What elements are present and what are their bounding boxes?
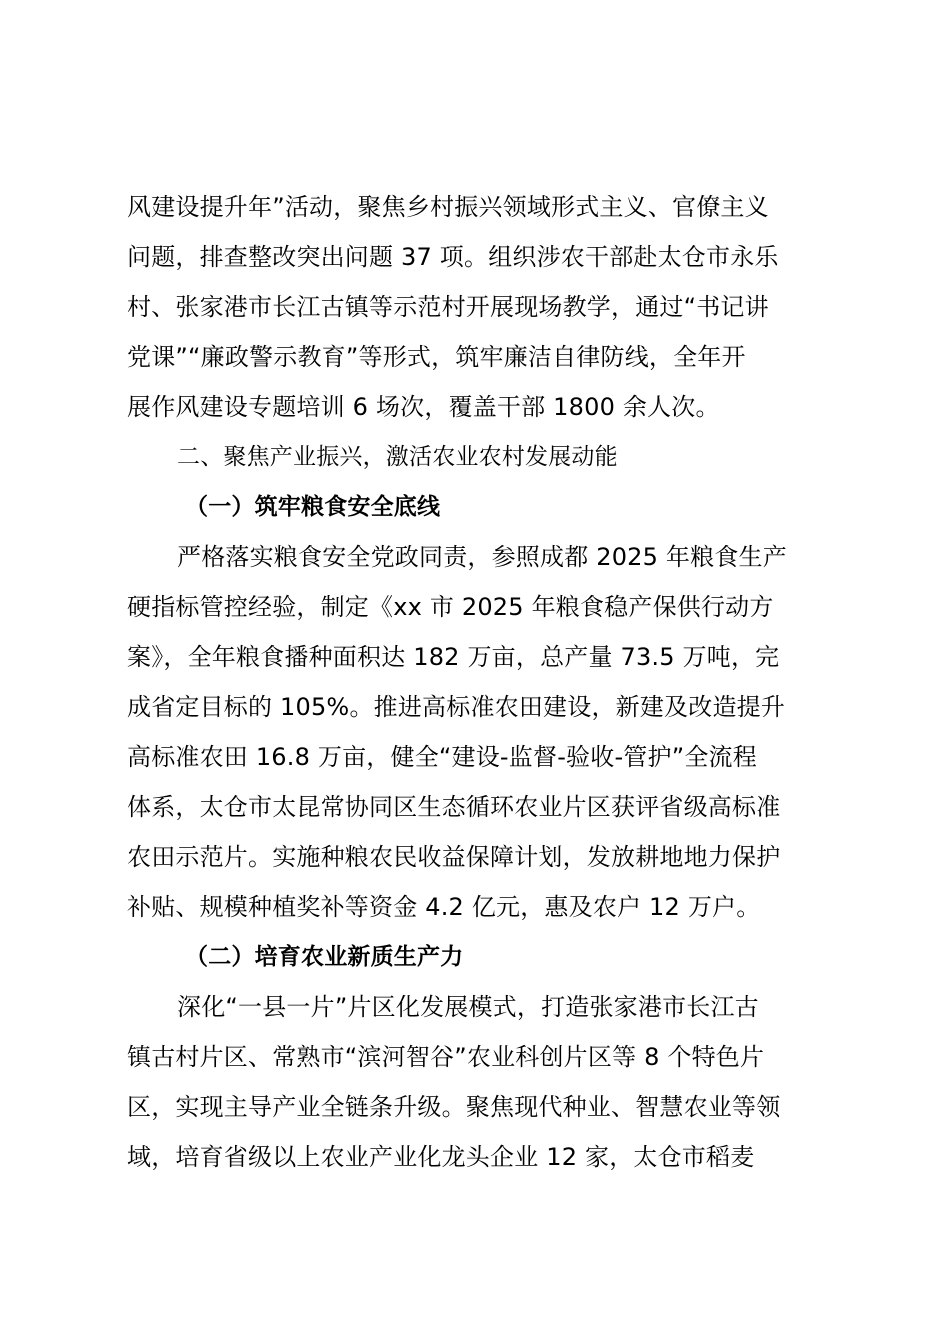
text-line: 村、张家港市长江古镇等示范村开展现场教学，通过“书记讲: [127, 293, 769, 321]
paragraph-grain-security: [127, 532, 837, 932]
text-line: 硬指标管控经验，制定《xx 市 2025 年粮食稳产保供行动方: [127, 593, 774, 621]
text-line: 域，培育省级以上农业产业化龙头企业 12 家，太仓市稻麦: [127, 1143, 755, 1171]
subsection-heading-2: （二）培育农业新质生产力: [185, 944, 464, 970]
text-line: 农田示范片。实施种粮农民收益保障计划，发放耕地地力保护: [127, 843, 781, 871]
text-line: 风建设提升年”活动，聚焦乡村振兴领域形式主义、官僚主义: [127, 193, 769, 221]
text-line: 体系，太仓市太昆常协同区生态循环农业片区获评省级高标准: [127, 793, 781, 821]
document-page: [127, 182, 837, 1182]
paragraph-work-style: [127, 182, 837, 432]
text-line: 补贴、规模种植奖补等资金 4.2 亿元，惠及农户 12 万户。: [127, 893, 761, 921]
text-line: 问题，排查整改突出问题 37 项。组织涉农干部赴太仓市永乐: [127, 243, 779, 271]
text-line: 区，实现主导产业全链条升级。聚焦现代种业、智慧农业等领: [127, 1093, 781, 1121]
text-line: 案》，全年粮食播种面积达 182 万亩，总产量 73.5 万吨，完: [127, 643, 780, 671]
text-line: 镇古村片区、常熟市“滨河智谷”农业科创片区等 8 个特色片: [127, 1043, 765, 1071]
text-line: 高标准农田 16.8 万亩，健全“建设-监督-验收-管护”全流程: [127, 743, 757, 771]
paragraph-new-productivity: [127, 982, 837, 1182]
subsection-heading-1: （一）筑牢粮食安全底线: [185, 494, 441, 520]
text-line: 党课”“廉政警示教育”等形式，筑牢廉洁自律防线，全年开: [127, 343, 746, 371]
text-line: 深化“一县一片”片区化发展模式，打造张家港市长江古: [177, 993, 759, 1021]
section-heading-2: 二、聚焦产业振兴，激活农业农村发展动能: [177, 444, 618, 470]
text-line: 严格落实粮食安全党政同责，参照成都 2025 年粮食生产: [177, 543, 787, 571]
text-line: 成省定目标的 105%。推进高标准农田建设，新建及改造提升: [127, 693, 786, 721]
text-line: 展作风建设专题培训 6 场次，覆盖干部 1800 余人次。: [127, 393, 720, 421]
